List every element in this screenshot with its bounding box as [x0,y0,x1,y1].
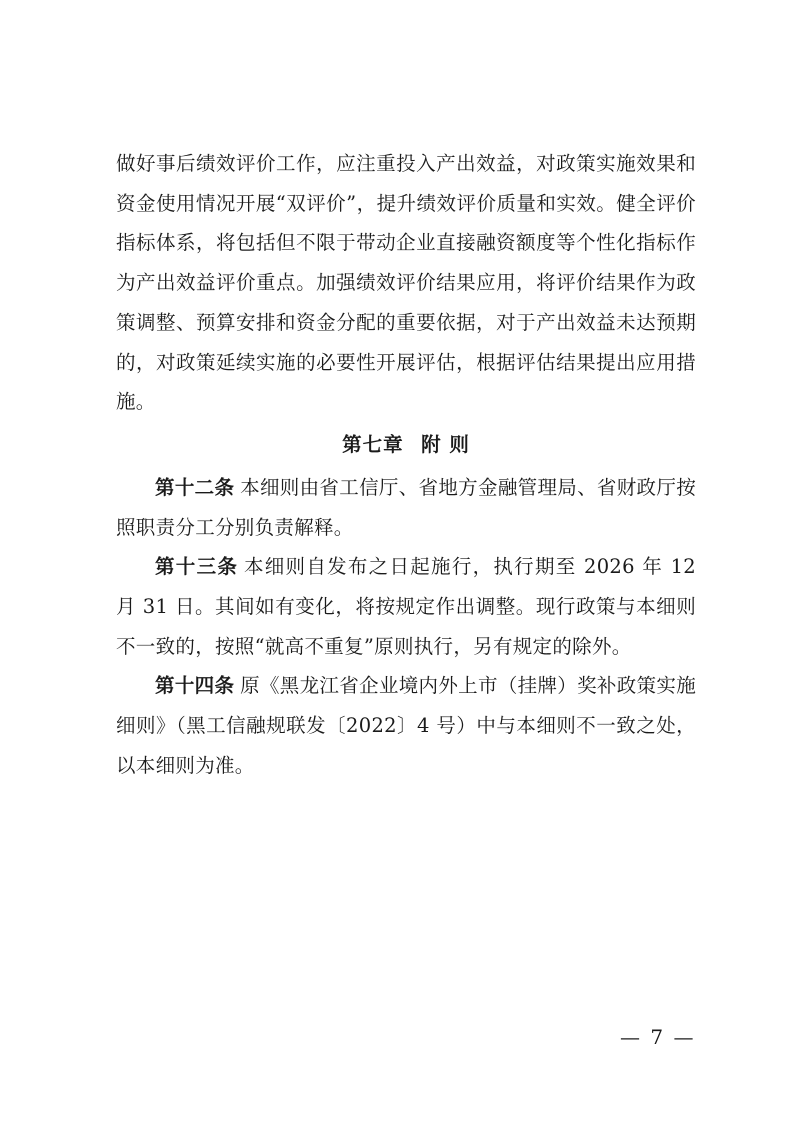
chapter-title: 附 则 [421,432,470,456]
chapter-heading [116,422,696,468]
article-number: 第十四条 [155,674,235,698]
article-number: 第十三条 [155,555,239,579]
article-13 [116,547,696,666]
article-text: 原《黑龙江省企业境内外上市（挂牌）奖补政策实施细则》（黑工信融规联发〔2022〕4 号）中与本细则不一致之处，以本细则为准。 [116,674,697,777]
page-number: — 7 — [620,1025,696,1049]
article-text: 本细则由省工信厅、省地方金融管理局、省财政厅按照职责分工分别负责解释。 [116,475,697,539]
article-14 [116,666,696,785]
article-12 [116,468,696,547]
intro-paragraph: 做好事后绩效评价工作，应注重投入产出效益，对政策实施效果和资金使用情况开展“双评价”，提升绩效评价质量和实效。健全评价指标体系，将包括但不限于带动企业直接融资额度等个性化指标作为产出效益评价重点。加强绩效评价结果应用，将评价结果作为政策调整、预算安排和资金分配的重要依据，对于产出效益未达预期的，对政策延续实施的必要性开展评估，根据评估结果提出应用措施。 [116,152,696,414]
article-text: 本细则自发布之日起施行，执行期至 2026 年 12 月 31 日。其间如有变化，将按规定作出调整。现行政策与本细则不一致的，按照“就高不重复”原则执行，另有规定的除外。 [116,555,696,658]
chapter-number: 第七章 [342,432,404,456]
article-number: 第十二条 [155,475,235,499]
document-body [116,144,696,786]
